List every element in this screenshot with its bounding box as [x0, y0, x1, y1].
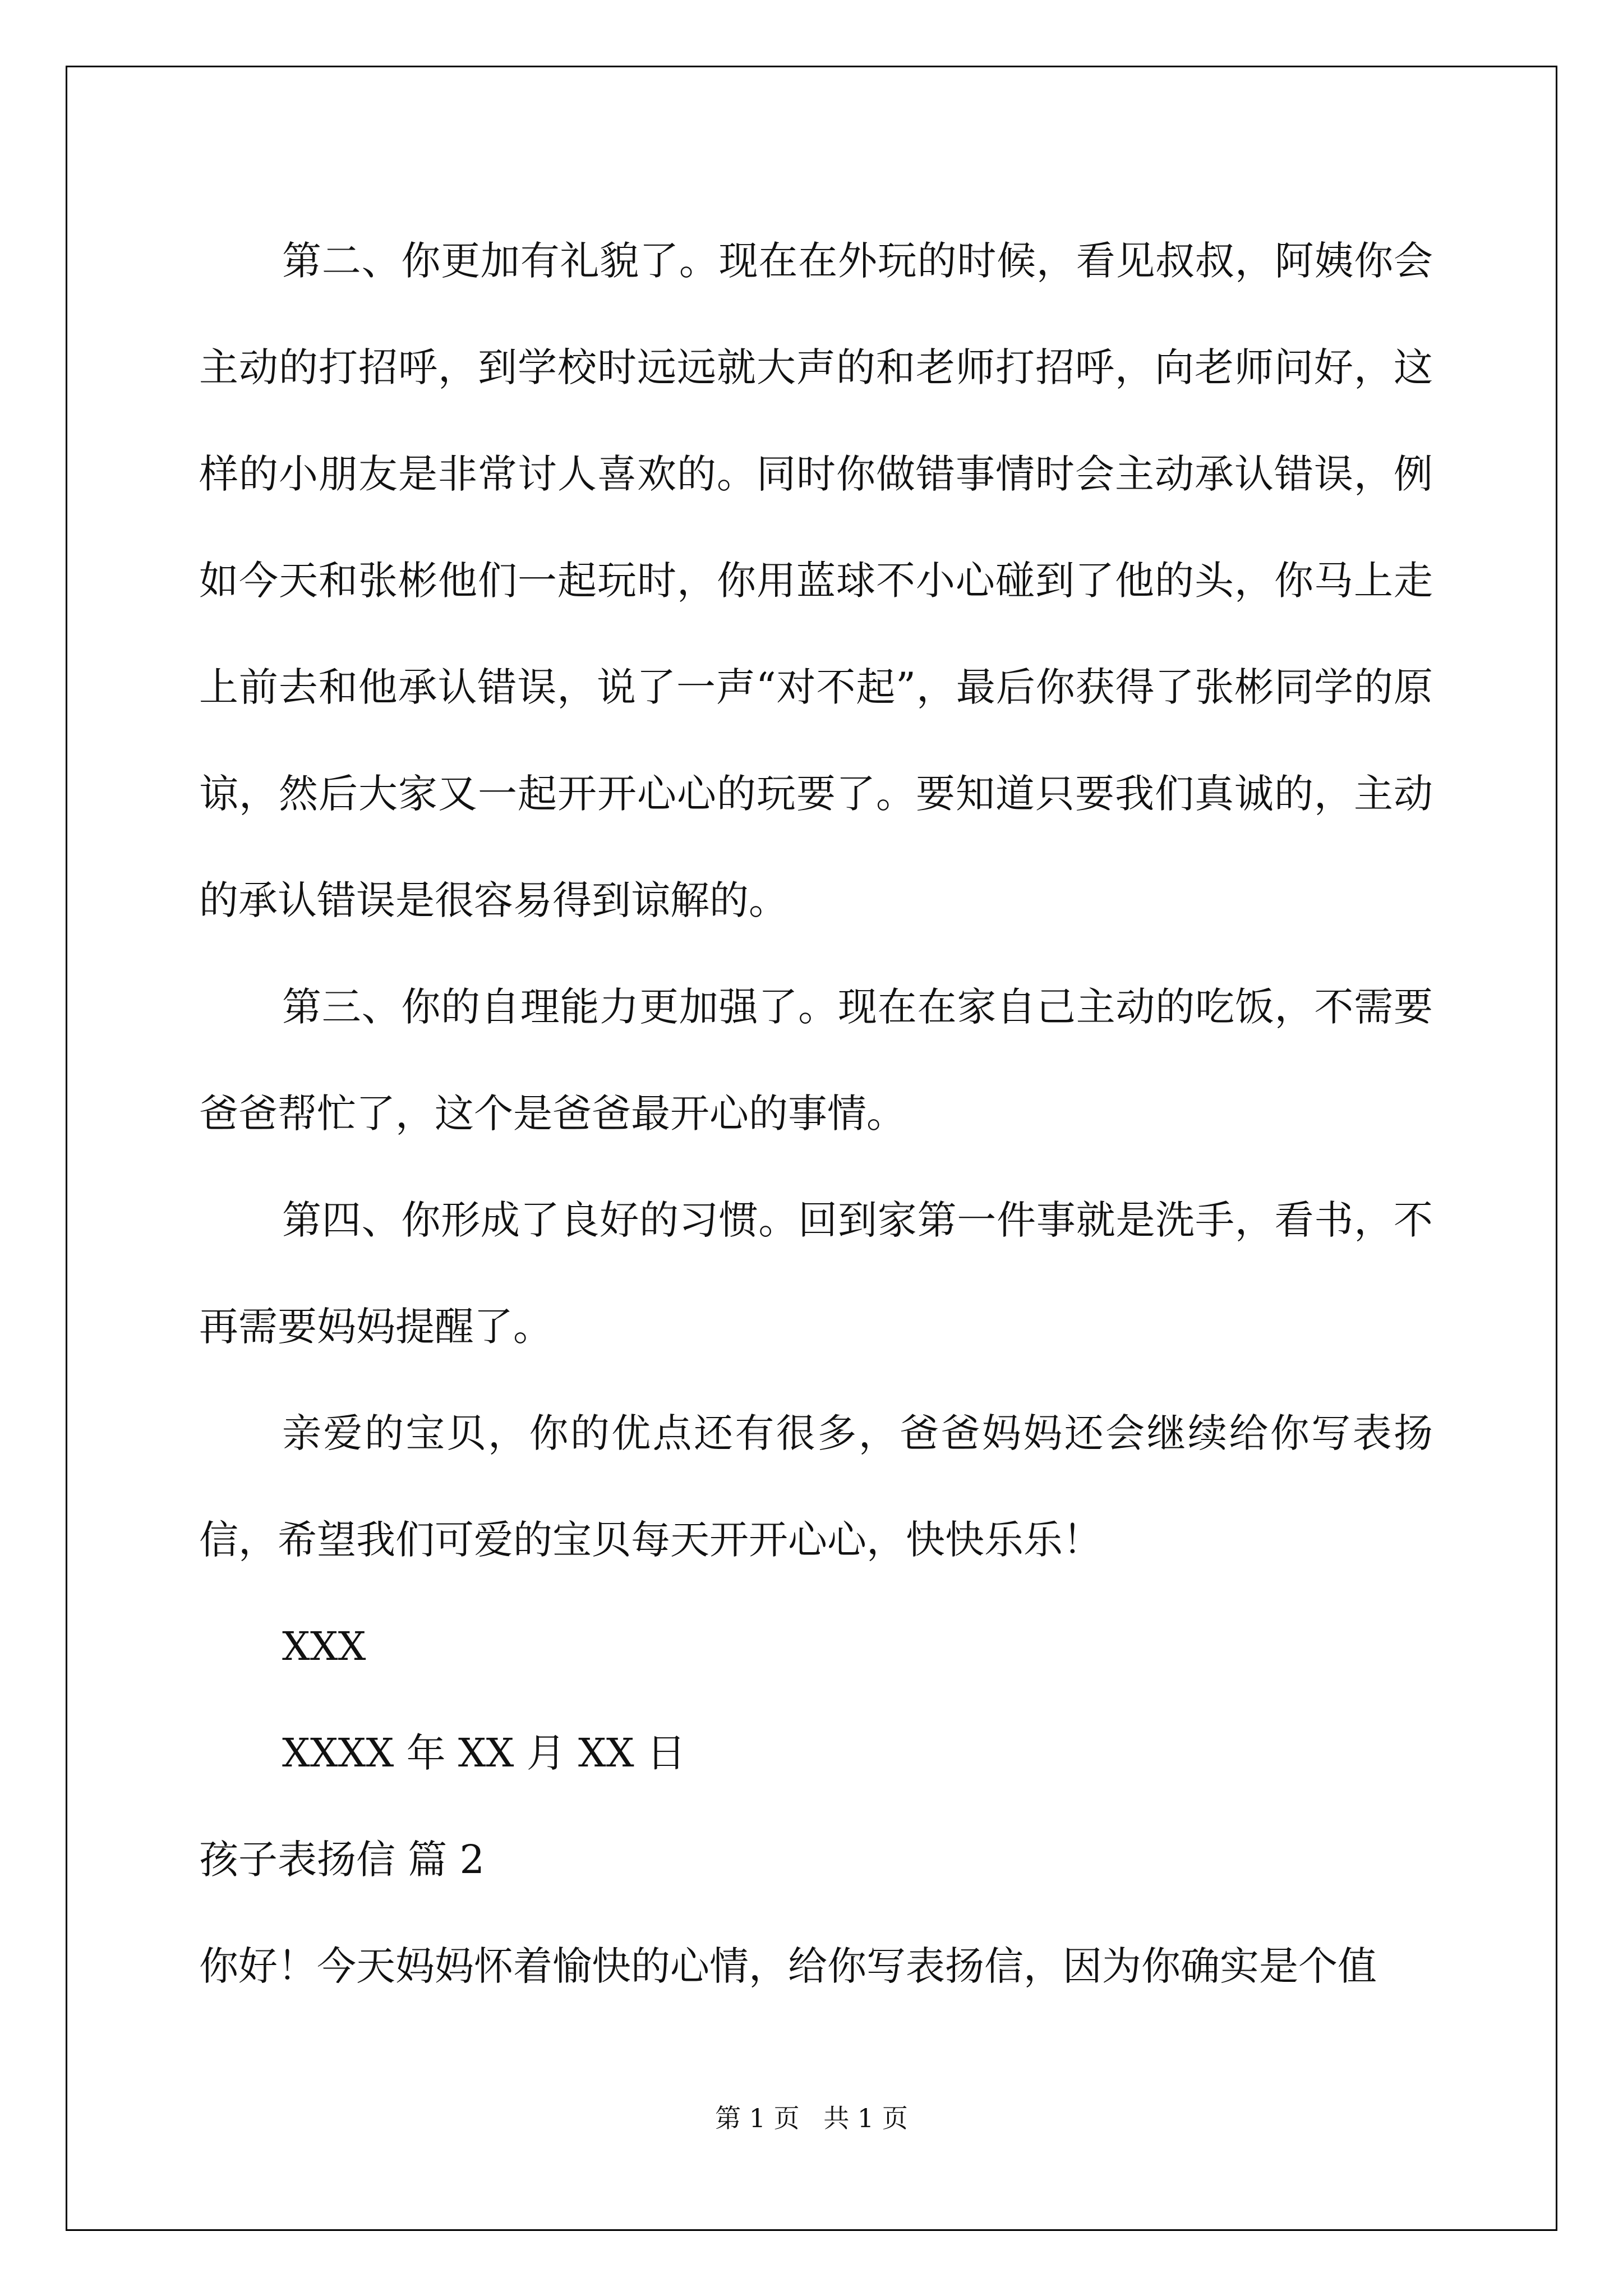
- section-title: 孩子表扬信 篇 2: [199, 1837, 485, 1883]
- paragraph-closing: 亲爱的宝贝，你的优点还有很多，爸爸妈妈还会继续给你写表扬信，希望我们可爱的宝贝每天开开心心，快快乐乐！: [199, 1410, 1433, 1563]
- document-body: [199, 208, 1433, 2019]
- page-total: 共 1 页: [823, 2103, 908, 2133]
- page-number: 第 1 页: [715, 2103, 800, 2133]
- paragraph-self-care: 第三、你的自理能力更加强了。现在在家自己主动的吃饭，不需要爸爸帮忙了，这个是爸爸最开心的事情。: [199, 984, 1433, 1137]
- paragraph-politeness: 第二、你更加有礼貌了。现在在外玩的时候，看见叔叔，阿姨你会主动的打招呼，到学校时远远就大声的和老师打招呼，向老师问好，这样的小朋友是非常讨人喜欢的。同时你做错事情时会主动承认错误，例如今天和张彬他们一起玩时，你用蓝球不小心碰到了他的头，你马上走上前去和他承认错误，说了一声“对不起”，最后你获得了张彬同学的原谅，然后大家又一起开开心心的玩要了。要知道只要我们真诚的，主动的承认错误是很容易得到谅解的。: [199, 238, 1433, 923]
- page-footer: [0, 2098, 1623, 2135]
- paragraph-habits: 第四、你形成了良好的习惯。回到家第一件事就是洗手，看书，不再需要妈妈提醒了。: [199, 1197, 1433, 1350]
- paragraph-greeting: 你好！今天妈妈怀着愉快的心情，给你写表扬信，因为你确实是个值: [199, 1943, 1377, 1989]
- signature: XXX: [282, 1623, 366, 1669]
- letter-date: XXXX 年 XX 月 XX 日: [282, 1730, 686, 1776]
